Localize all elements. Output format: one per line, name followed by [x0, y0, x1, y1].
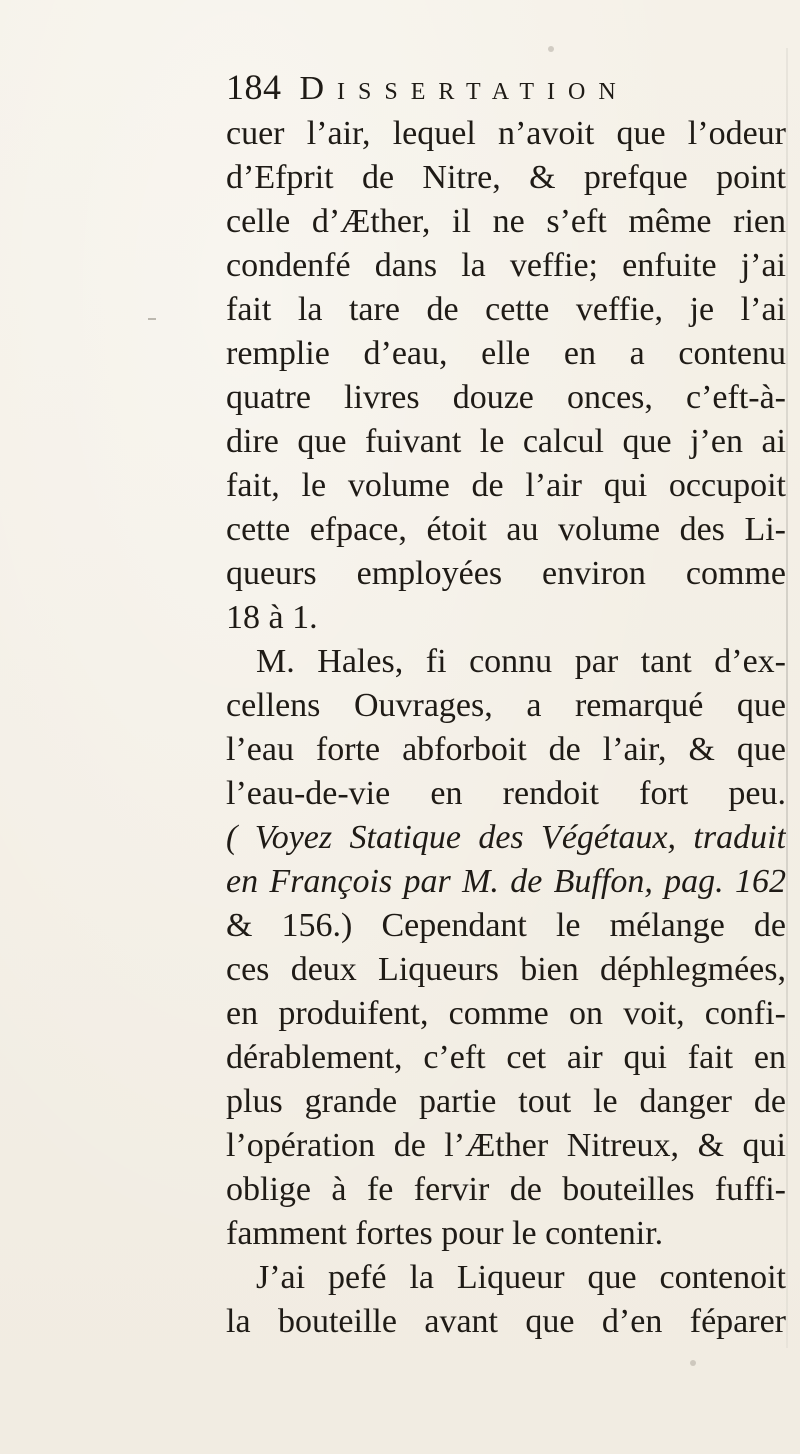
text-line: oblige à fe fervir de bouteilles fuffi-: [226, 1171, 786, 1208]
text-line: cette efpace, étoit au volume des Li-: [226, 511, 786, 548]
text-line: queurs employées environ comme: [226, 555, 786, 592]
text-line: M. Hales, fi connu par tant d’ex-: [256, 643, 786, 680]
text-line: ces deux Liqueurs bien déphlegmées,: [226, 951, 786, 988]
text-line: d’Efprit de Nitre, & prefque point: [226, 159, 786, 196]
text-line: en produifent, comme on voit, confi-: [226, 995, 786, 1032]
paper-speck: [690, 1360, 696, 1366]
text-line: condenfé dans la veffie; enfuite j’ai: [226, 247, 786, 284]
text-line: la bouteille avant que d’en féparer: [226, 1303, 786, 1340]
text-line: 18 à 1.: [226, 599, 318, 636]
text-line: celle d’Æther, il ne s’eft même rien: [226, 203, 786, 240]
text-line: famment fortes pour le contenir.: [226, 1215, 664, 1252]
text-line: cellens Ouvrages, a remarqué que: [226, 687, 786, 724]
text-line: en François par M. de Buffon, pag. 162: [226, 863, 786, 900]
text-line: quatre livres douze onces, c’eft-à-: [226, 379, 786, 416]
page-fold-shadow: [786, 48, 788, 1348]
text-line: plus grande partie tout le danger de: [226, 1083, 786, 1120]
text-line: fait la tare de cette veffie, je l’ai: [226, 291, 786, 328]
text-line: J’ai pefé la Liqueur que contenoit: [256, 1259, 786, 1296]
text-line: l’eau forte abforboit de l’air, & que: [226, 731, 786, 768]
text-line: l’opération de l’Æther Nitreux, & qui: [226, 1127, 786, 1164]
page-header: [226, 66, 766, 110]
text-line: remplie d’eau, elle en a contenu: [226, 335, 786, 372]
text-line: dérablement, c’eft cet air qui fait en: [226, 1039, 786, 1076]
text-line: dire que fuivant le calcul que j’en ai: [226, 423, 786, 460]
margin-mark: [148, 318, 156, 320]
text-line: l’eau-de-vie en rendoit fort peu.: [226, 775, 786, 812]
running-title: Dissertation: [299, 70, 629, 107]
paper-speck: [548, 46, 554, 52]
text-line: ( Voyez Statique des Végétaux, traduit: [226, 819, 786, 856]
text-line: fait, le volume de l’air qui occupoit: [226, 467, 786, 504]
page-text: [226, 112, 786, 1344]
page-number: 184: [226, 67, 282, 107]
text-line: cuer l’air, lequel n’avoit que l’odeur: [226, 115, 786, 152]
text-line: & 156.) Cependant le mélange de: [226, 907, 786, 944]
